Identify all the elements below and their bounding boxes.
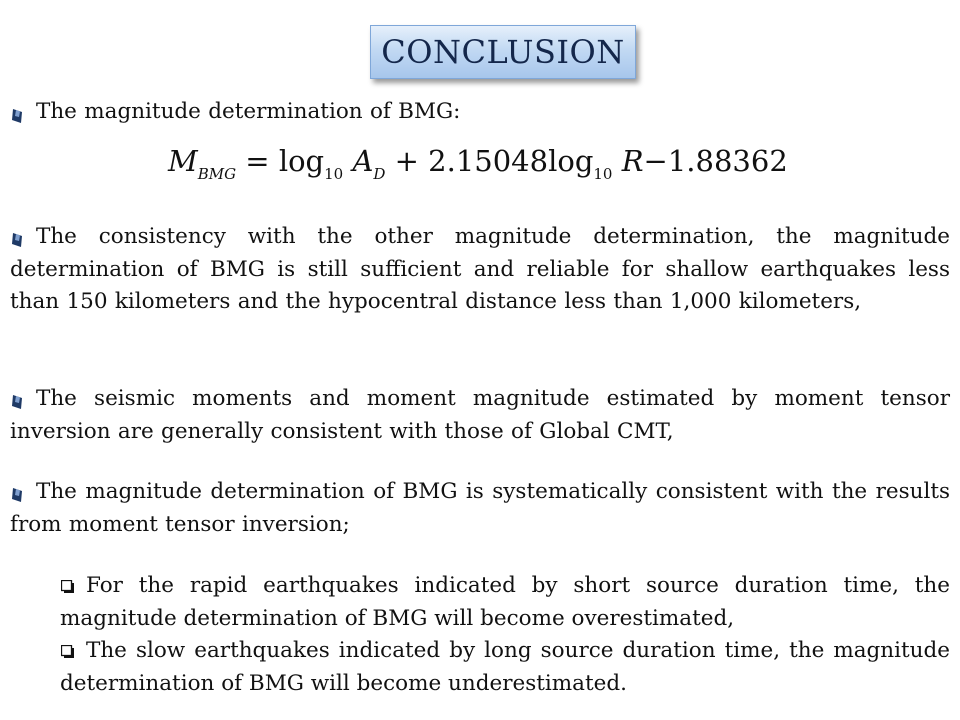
sub-point-paragraph	[60, 570, 950, 635]
point-text: The seismic moments and moment magnitude estimated by moment tensor inversion are generally consistent with those of Global CMT,	[10, 386, 950, 444]
title-box	[370, 25, 636, 79]
formula-term1: A	[352, 144, 374, 178]
formula-log-base2: 10	[593, 165, 613, 183]
formula-lhs-sub: BMG	[197, 165, 237, 183]
point-paragraph	[10, 221, 950, 319]
magnitude-formula	[168, 144, 788, 183]
point-paragraph	[10, 383, 950, 448]
sub-point-text: For the rapid earthquakes indicated by short source duration time, the magnitude determination of BMG will become overestimated,	[60, 573, 950, 631]
formula-term2: R	[621, 144, 644, 178]
intro-text: The magnitude determination of BMG:	[36, 99, 461, 124]
formula-term1-sub: D	[373, 165, 386, 183]
formula-log-base: 10	[324, 165, 344, 183]
point-paragraph	[10, 476, 950, 541]
point-text: The magnitude determination of BMG is systematically consistent with the results from moment tensor inversion;	[10, 479, 950, 537]
sub-point-text: The slow earthquakes indicated by long source duration time, the magnitude determination of BMG will become underestimated.	[60, 638, 950, 696]
formula-tail: −1.88362	[643, 144, 788, 178]
formula-plus: + 2.15048log	[394, 144, 594, 178]
formula-eq: = log	[245, 144, 325, 178]
formula-lhs: M	[168, 144, 198, 178]
point-text: The consistency with the other magnitude determination, the magnitude determination of BMG is still sufficient and reliable for shallow earthquakes less than 150 kilometers and the hypocentral distance less than 1,000 kilometers,	[10, 224, 950, 314]
sub-point-paragraph	[60, 635, 950, 700]
intro-paragraph	[10, 96, 950, 129]
slide-title: CONCLUSION	[381, 33, 625, 71]
